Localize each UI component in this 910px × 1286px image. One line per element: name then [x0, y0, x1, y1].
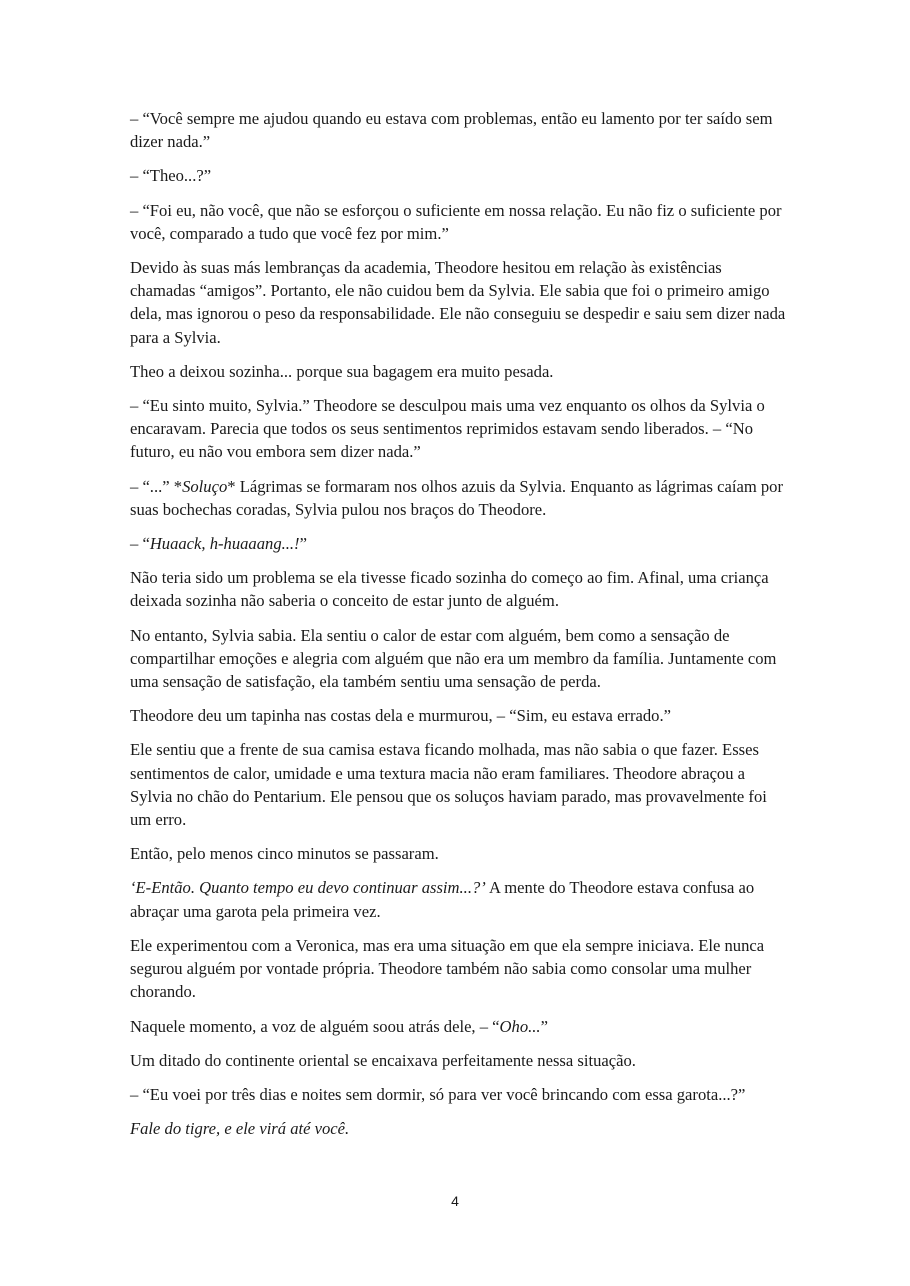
page-number: 4 [451, 1193, 459, 1209]
text-run: – “ [130, 534, 150, 554]
paragraph [130, 164, 790, 187]
paragraph [130, 566, 790, 612]
text-run: – “Eu voei por três dias e noites sem dormir, só para ver você brincando com essa garota...?” [130, 1084, 746, 1104]
text-run: Theodore deu um tapinha nas costas dela e murmurou, – “Sim, eu estava errado.” [130, 706, 671, 726]
text-run: Theo a deixou sozinha... porque sua bagagem era muito pesada. [130, 361, 554, 381]
italic-text: ‘E-Então. Quanto tempo eu devo continuar assim...?’ [130, 878, 486, 898]
paragraph [130, 1015, 790, 1038]
italic-text: Soluço [182, 476, 228, 496]
text-run: ” [540, 1016, 548, 1036]
document-body [130, 107, 790, 1140]
text-run: Devido às suas más lembranças da academia, Theodore hesitou em relação às existências chamadas “amigos”. Portanto, ele não cuidou bem da Sylvia. Ele sabia que foi o primeiro amigo dela, mas ignorou o peso da responsabilidade. Ele não conseguiu se despedir e saiu sem dizer nada para a Sylvia. [130, 258, 786, 347]
paragraph [130, 704, 790, 727]
paragraph [130, 107, 790, 153]
text-run: Naquele momento, a voz de alguém soou atrás dele, – “ [130, 1016, 500, 1036]
paragraph [130, 1049, 790, 1072]
text-run: Então, pelo menos cinco minutos se passaram. [130, 844, 439, 864]
document-page [130, 107, 790, 1151]
text-run: – “Theo...?” [130, 166, 212, 186]
text-run: Um ditado do continente oriental se encaixava perfeitamente nessa situação. [130, 1050, 636, 1070]
text-run: ” [299, 534, 307, 554]
paragraph [130, 256, 790, 349]
paragraph [130, 624, 790, 694]
paragraph [130, 394, 790, 464]
paragraph [130, 842, 790, 865]
paragraph [130, 934, 790, 1004]
paragraph [130, 532, 790, 555]
text-run: A mente do Theodore estava confusa ao abraçar uma garota pela primeira vez. [130, 878, 755, 921]
italic-text: Oho... [499, 1016, 541, 1036]
paragraph [130, 360, 790, 383]
text-run: Não teria sido um problema se ela tivesse ficado sozinha do começo ao fim. Afinal, uma criança deixada sozinha não saberia o conceito de estar junto de alguém. [130, 568, 769, 611]
paragraph [130, 1117, 790, 1140]
paragraph [130, 1083, 790, 1106]
text-run: * Lágrimas se formaram nos olhos azuis da Sylvia. Enquanto as lágrimas caíam por suas bochechas coradas, Sylvia pulou nos braços do Theodore. [130, 476, 783, 519]
text-run: – “Eu sinto muito, Sylvia.” Theodore se desculpou mais uma vez enquanto os olhos da Sylvia o encaravam. Parecia que todos os seus sentimentos reprimidos estavam sendo liberados. – “No futuro, eu não vou embora sem dizer nada.” [130, 396, 765, 462]
italic-text: Huaack, h-huaaang...! [149, 534, 300, 554]
text-run: – “Foi eu, não você, que não se esforçou o suficiente em nossa relação. Eu não fiz o suficiente por você, comparado a tudo que você fez por mim.” [130, 200, 782, 243]
paragraph [130, 876, 790, 922]
italic-text: Fale do tigre, e ele virá até você. [130, 1119, 350, 1139]
text-run: – “...” * [130, 476, 183, 496]
text-run: Ele sentiu que a frente de sua camisa estava ficando molhada, mas não sabia o que fazer. Esses sentimentos de calor, umidade e uma textura macia não eram familiares. Theodore abraçou a Sylvia no chão do Pentarium. Ele pensou que os soluços haviam parado, mas provavelmente foi um erro. [130, 740, 767, 830]
text-run: Ele experimentou com a Veronica, mas era uma situação em que ela sempre iniciava. Ele nunca segurou alguém por vontade própria. Theodore também não sabia como consolar uma mulher chorando. [130, 935, 765, 1002]
paragraph [130, 199, 790, 245]
paragraph [130, 475, 790, 521]
paragraph [130, 738, 790, 831]
text-run: No entanto, Sylvia sabia. Ela sentiu o calor de estar com alguém, bem como a sensação de compartilhar emoções e alegria com alguém que não era um membro da família. Juntamente com uma sensação de satisfação, ela também sentiu uma sensação de perda. [130, 625, 777, 692]
text-run: – “Você sempre me ajudou quando eu estava com problemas, então eu lamento por ter saído sem dizer nada.” [130, 109, 773, 152]
